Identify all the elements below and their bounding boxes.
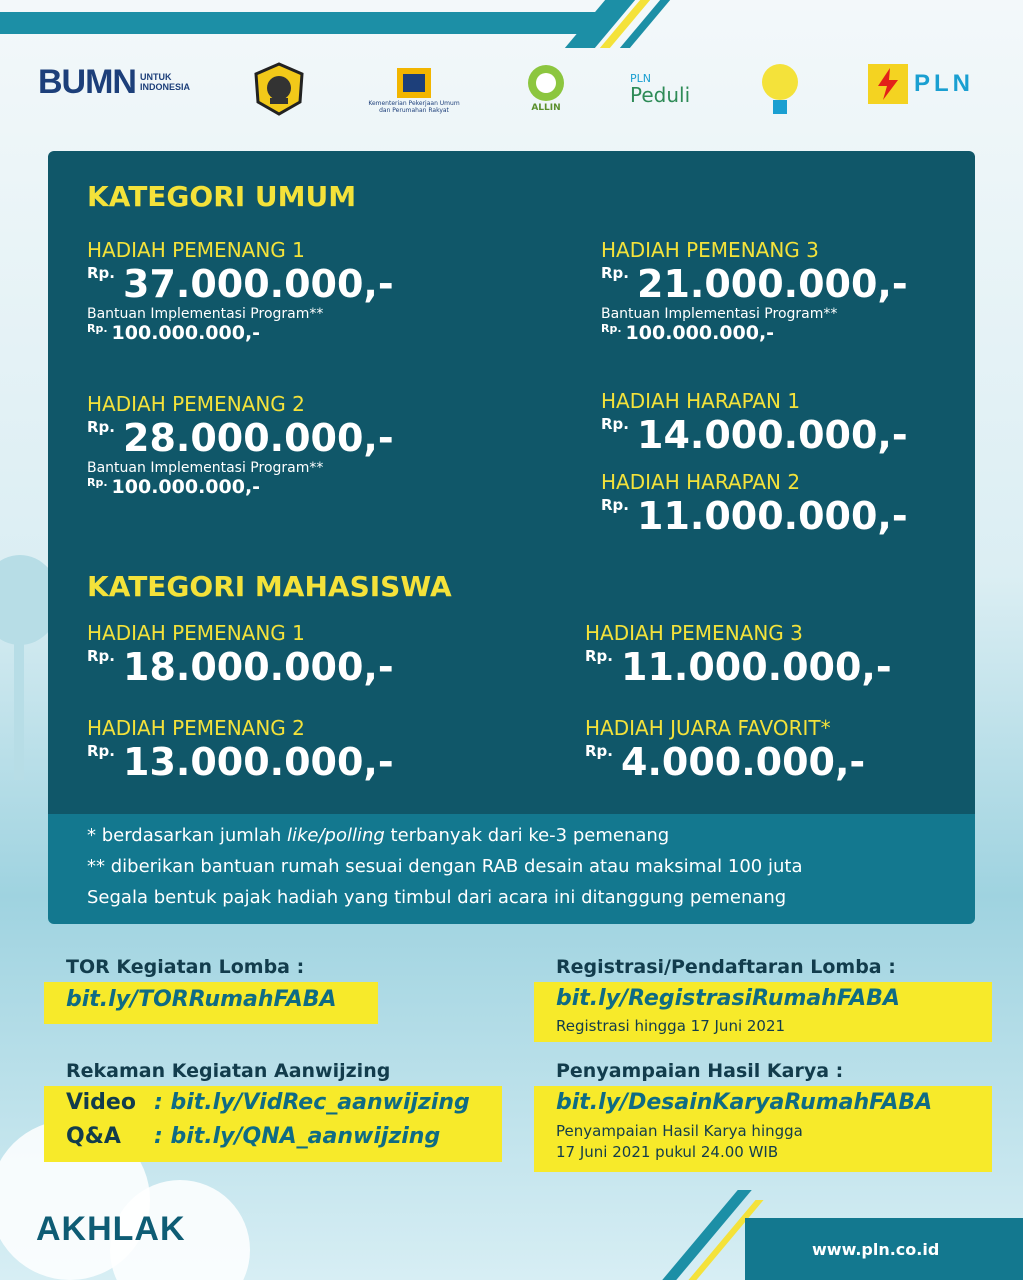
bumn-logo: BUMN UNTUK INDONESIA [38,62,190,101]
government-emblem-logo [252,62,306,116]
prize-label: HADIAH HARAPAN 2 [601,470,801,494]
prize-label: HADIAH HARAPAN 1 [601,389,801,413]
umum-pemenang-3 [601,238,908,344]
mahasiswa-juara-favorit [585,716,865,784]
prize-label: HADIAH JUARA FAVORIT* [585,716,831,740]
pln-bolt-icon [868,64,908,104]
prize-label: HADIAH PEMENANG 1 [87,238,305,262]
logo-row [0,56,1023,126]
allin-icon [526,63,566,103]
mahasiswa-pemenang-2 [87,716,394,784]
prize-sub-label: Bantuan Implementasi Program** [601,306,838,322]
prize-sub-amount: $^{Rp.}$ 100.000.000,- [87,322,261,344]
prize-sub-amount: $^{Rp.}$ 100.000.000,- [601,322,775,344]
prize-amount: $^{Rp.}$ 37.000.000,- [87,262,394,306]
qa-link[interactable]: : bit.ly/QNA_aanwijzing [154,1124,441,1149]
note-1: * berdasarkan jumlah like/polling terbanyak dari ke-3 pemenang [87,825,670,846]
tor-link[interactable]: bit.ly/TORRumahFABA [66,987,337,1012]
video-row [66,1090,470,1115]
umum-pemenang-2 [87,392,394,498]
hasil-note-2: 17 Juni 2021 pukul 24.00 WIB [556,1143,779,1161]
lightbulb-logo [758,60,802,120]
qa-label: Q&A [66,1124,121,1149]
umum-harapan-1 [601,389,908,457]
note-3: Segala bentuk pajak hadiah yang timbul dari acara ini ditanggung pemenang [87,887,787,908]
top-background [0,0,1023,10]
tor-heading: TOR Kegiatan Lomba : [66,956,305,978]
lightbulb-icon [758,60,802,120]
video-link[interactable]: : bit.ly/VidRec_aanwijzing [154,1090,470,1115]
allin-logo: ALLIN [520,60,572,116]
hasil-heading: Penyampaian Hasil Karya : [556,1060,844,1082]
prize-sub-label: Bantuan Implementasi Program** [87,306,324,322]
emblem-icon [252,62,306,116]
prize-label: HADIAH PEMENANG 3 [601,238,819,262]
note-2: ** diberikan bantuan rumah sesuai dengan RAB desain atau maksimal 100 juta [87,856,803,877]
umum-pemenang-1 [87,238,394,344]
akhlak-logo: AKHLAK [36,1210,186,1248]
video-label: Video [66,1090,136,1115]
mahasiswa-pemenang-3 [585,621,892,689]
prize-amount: $^{Rp.}$ 21.000.000,- [601,262,908,306]
pupr-icon [395,66,433,100]
prize-label: HADIAH PEMENANG 3 [585,621,803,645]
prize-amount: $^{Rp.}$ 11.000.000,- [601,494,908,538]
top-decor-band [0,12,600,34]
prize-amount: $^{Rp.}$ 18.000.000,- [87,645,394,689]
hasil-note-1: Penyampaian Hasil Karya hingga [556,1122,803,1140]
prize-sub-amount: $^{Rp.}$ 100.000.000,- [87,476,261,498]
prize-sub-label: Bantuan Implementasi Program** [87,460,324,476]
prize-amount: $^{Rp.}$ 28.000.000,- [87,416,394,460]
hasil-link[interactable]: bit.ly/DesainKaryaRumahFABA [556,1090,933,1115]
prize-label: HADIAH PEMENANG 1 [87,621,305,645]
rekaman-heading: Rekaman Kegiatan Aanwijzing [66,1060,391,1082]
pln-peduli-logo: PLN Peduli [630,71,691,107]
qa-row [66,1124,440,1149]
kategori-mahasiswa-title: KATEGORI MAHASISWA [87,570,452,603]
prize-label: HADIAH PEMENANG 2 [87,392,305,416]
pln-logo: PLN [868,64,974,104]
registrasi-heading: Registrasi/Pendaftaran Lomba : [556,956,896,978]
prize-amount: $^{Rp.}$ 14.000.000,- [601,413,908,457]
pupr-logo [366,62,462,118]
prize-amount: $^{Rp.}$ 4.000.000,- [585,740,866,784]
mahasiswa-pemenang-1 [87,621,394,689]
prize-amount: $^{Rp.}$ 11.000.000,- [585,645,892,689]
prize-label: HADIAH PEMENANG 2 [87,716,305,740]
prize-amount: $^{Rp.}$ 13.000.000,- [87,740,394,784]
pupr-caption: Kementerian Pekerjaan Umum dan Perumahan Rakyat [368,100,460,114]
umum-harapan-2 [601,470,908,538]
registrasi-link[interactable]: bit.ly/RegistrasiRumahFABA [556,986,900,1011]
website-link[interactable]: www.pln.co.id [812,1240,940,1259]
kategori-umum-title: KATEGORI UMUM [87,180,357,213]
registrasi-note: Registrasi hingga 17 Juni 2021 [556,1017,786,1035]
